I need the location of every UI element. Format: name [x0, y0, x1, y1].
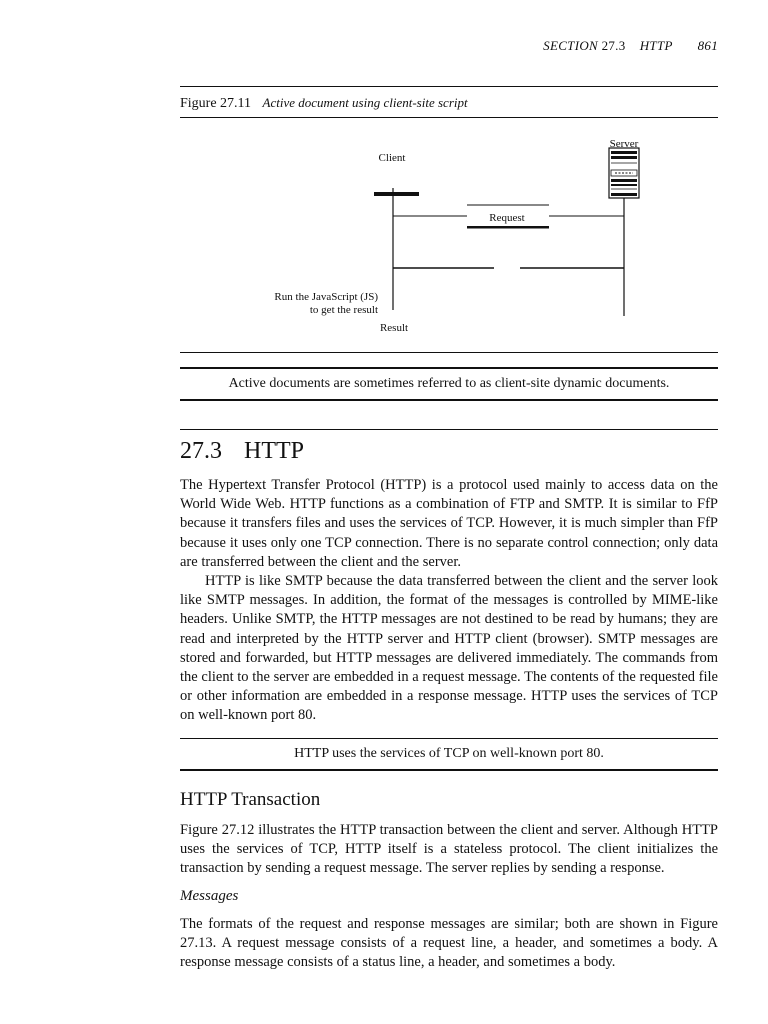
paragraph-4: The formats of the request and response messages are similar; both are shown in Figure 27.13. A request message consists of a request line, a header, and sometimes a body. A response message consists of a status line, a header, and sometimes a body.	[180, 916, 718, 971]
section-title: HTTP	[244, 438, 304, 464]
section-top-rule	[180, 429, 718, 430]
paragraph-1: The Hypertext Transfer Protocol (HTTP) is a protocol used mainly to access data on the World Wide Web. HTTP functions as a combination of FTP and SMTP. It is similar to FfP because it transfers files and uses the services of TCP. However, it is much simpler than FfP because it uses only one TCP connection. There is no separate control connection; only data are transferred between the client and the server.	[180, 477, 718, 570]
request-bottom-rule	[467, 226, 549, 229]
header-section-number: 27.3	[601, 38, 626, 53]
client-bar	[374, 192, 419, 196]
note1-text: Active documents are sometimes referred to as client-site dynamic documents.	[228, 376, 670, 391]
paragraph-3: Figure 27.12 illustrates the HTTP transaction between the client and server. Although HTTP uses the services of TCP, HTTP itself is a stateless protocol. The client initializes the transaction by sending a request message. The server replies by sending a response.	[180, 822, 718, 877]
client-label: Client	[378, 152, 406, 164]
note1-bottom-rule	[180, 399, 718, 401]
section-number: 27.3	[180, 438, 222, 464]
section-heading	[180, 438, 304, 465]
figure-top-rule	[180, 86, 718, 87]
result-label: Result	[379, 322, 409, 334]
paragraph-2: HTTP is like SMTP because the data transferred between the client and the server look like SMTP messages. In addition, the format of the messages is controlled by MIME-like headers. Unlike SMTP, the HTTP messages are not destined to be read by humans; they are read and interpreted by the HTTP server and HTTP client (browser). SMTP messages are stored and forwarded, but HTTP messages are delivered immediately. The commands from the client to the server are embedded in a request message. The contents of the requested file or other information are embedded in a response message. HTTP uses the services of TCP on well-known port 80.	[180, 573, 718, 724]
server-icon	[609, 148, 639, 198]
server-label: Server	[609, 138, 639, 150]
header-section-name: HTTP	[639, 38, 673, 53]
page-number: 861	[697, 38, 718, 53]
messages-heading: Messages	[180, 888, 239, 904]
run-js-line1: Run the JavaScript (JS)	[274, 291, 378, 303]
figure-caption-rule	[180, 117, 718, 118]
figure-title: Active document using client-site script	[262, 95, 468, 110]
note2-text: HTTP uses the services of TCP on well-known port 80.	[294, 746, 604, 761]
running-header	[543, 38, 718, 54]
subsection-heading: HTTP Transaction	[180, 789, 321, 810]
note2-top-rule	[180, 738, 718, 739]
note1-top-rule	[180, 367, 718, 369]
header-section-label: SECTION	[543, 38, 599, 53]
figure-caption	[180, 95, 468, 112]
active-document-diagram	[180, 130, 718, 345]
note2-bottom-rule	[180, 769, 718, 771]
run-js-line2: to get the result	[309, 304, 378, 316]
figure-bottom-rule	[180, 352, 718, 353]
figure-diagram	[180, 130, 718, 345]
figure-label: Figure 27.11	[180, 96, 252, 111]
request-label: Request	[489, 212, 525, 224]
